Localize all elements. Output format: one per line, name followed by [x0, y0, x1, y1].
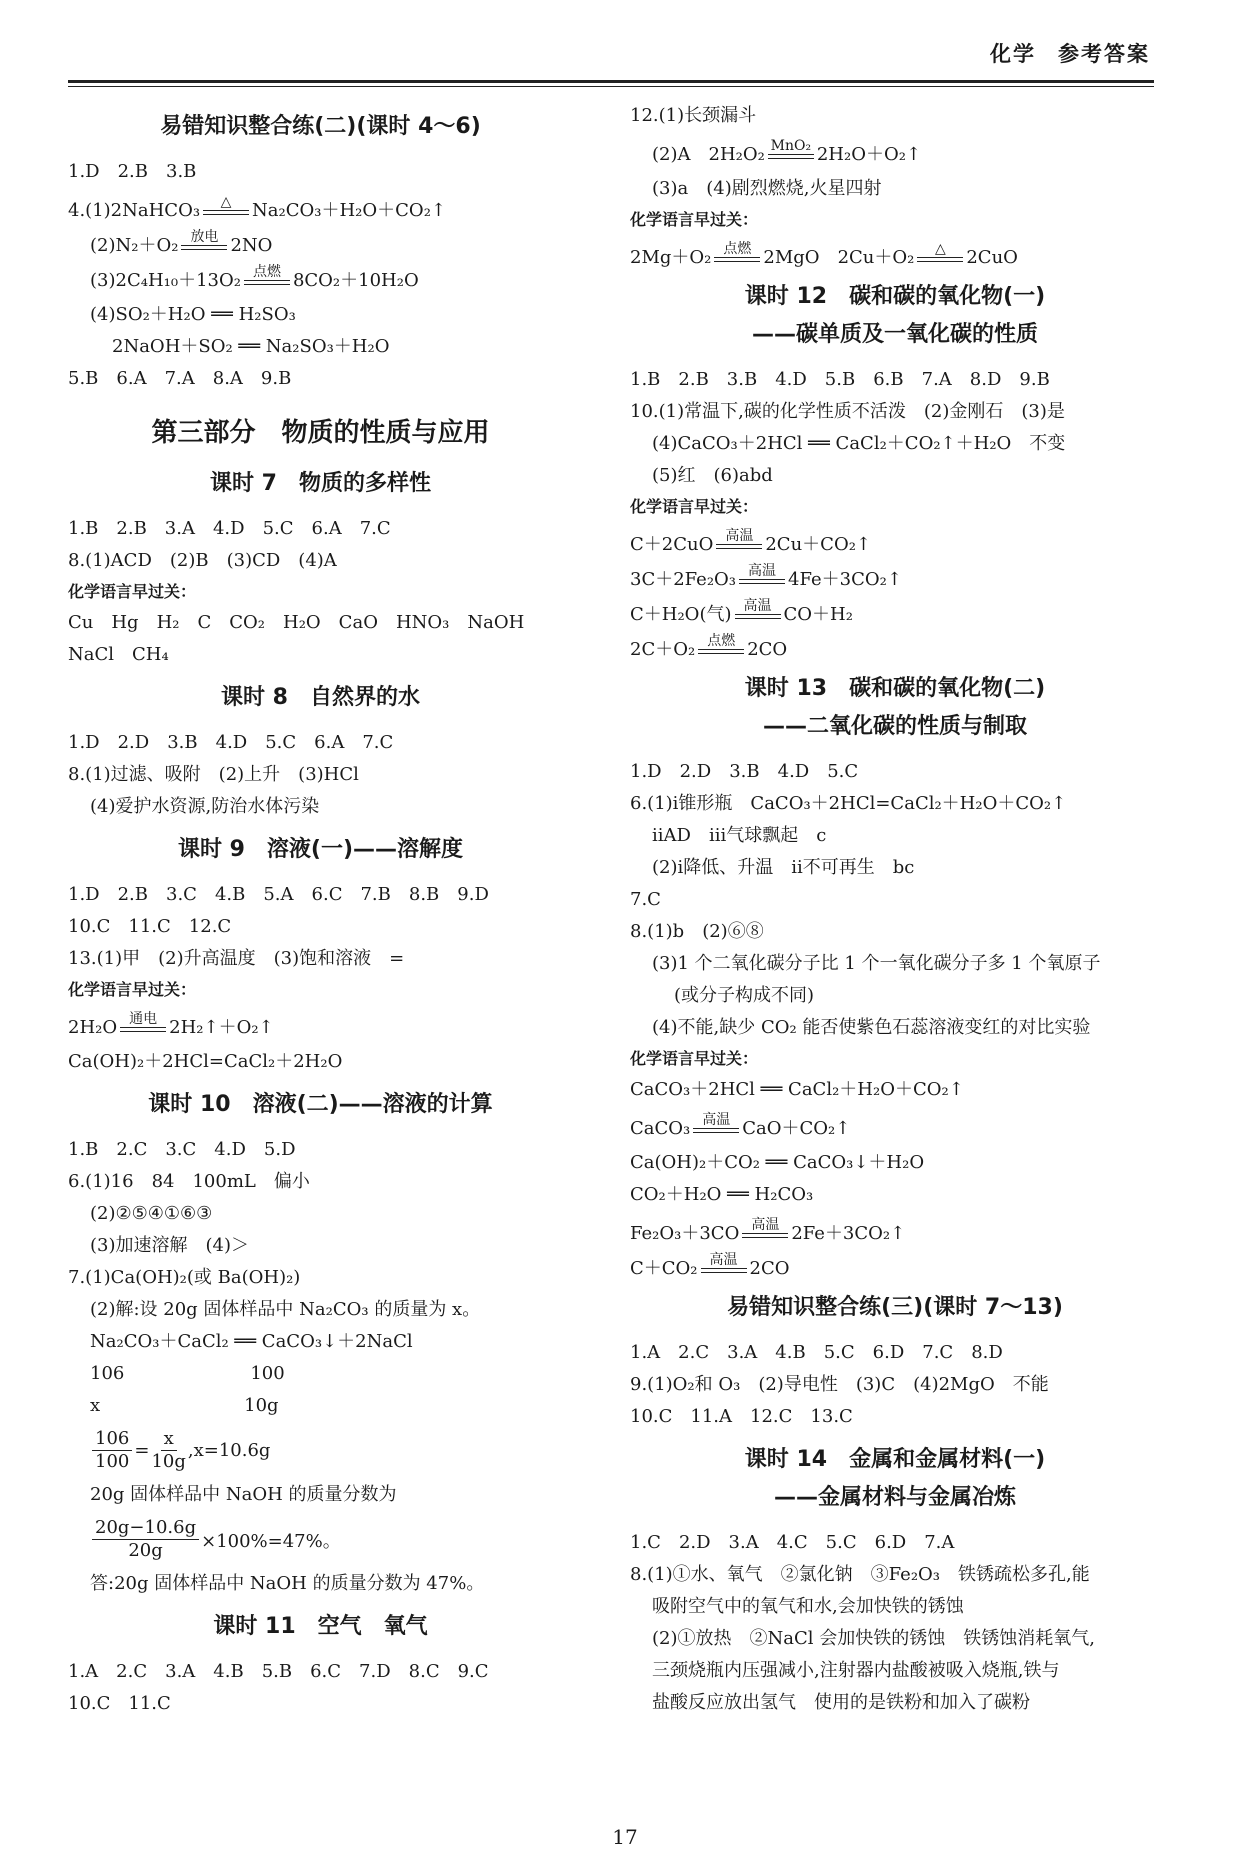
reaction-equation: [630, 1252, 1160, 1281]
part-heading: 第三部分 物质的性质与应用: [151, 418, 490, 448]
reaction-equation-pair: [630, 241, 1160, 270]
reaction-equation: [68, 194, 573, 223]
section-heading: 课时 13 碳和碳的氧化物(二): [744, 676, 1046, 701]
products: Na₂CO₃＋H₂O＋CO₂↑: [252, 200, 446, 221]
reaction-condition: 点燃: [723, 241, 752, 257]
page-number: 17: [612, 1825, 638, 1849]
answer-line: (2)②⑤④①⑥③: [90, 1203, 213, 1224]
answer-line: 6.(1)ⅰ锥形瓶 CaCO₃＋2HCl=CaCl₂＋H₂O＋CO₂↑: [630, 793, 1067, 814]
answer-line: 13.(1)甲 (2)升高温度 (3)饱和溶液 =: [68, 948, 405, 969]
reaction-condition: 高温: [709, 1252, 738, 1268]
equals-bar: [181, 245, 227, 250]
reaction-arrow: [716, 528, 762, 557]
section-heading: 课时 11 空气 氧气: [213, 1614, 428, 1639]
products: 4Fe＋3CO₂↑: [788, 569, 902, 590]
reaction-condition: 点燃: [252, 264, 281, 280]
equals-bar: [244, 280, 290, 285]
equals-bar: [714, 257, 760, 262]
reaction-condition: 点燃: [707, 633, 736, 649]
equals-bar: [120, 1027, 166, 1032]
denominator: 20g: [128, 1540, 163, 1561]
answer-line: 10.C 11.C: [68, 1693, 171, 1714]
reaction-condition: 通电: [129, 1011, 158, 1027]
reaction-arrow: [120, 1011, 166, 1040]
answer-line: 20g 固体样品中 NaOH 的质量分数为: [90, 1484, 397, 1505]
reaction-equation: [630, 528, 1160, 557]
answer-line: 1.A 2.C 3.A 4.B 5.C 6.D 7.C 8.D: [630, 1342, 1003, 1363]
reactants: 2H₂O: [68, 1017, 118, 1038]
reaction-condition: MnO₂: [770, 138, 812, 154]
answer-line: 8.(1)b (2)⑥⑧: [630, 921, 764, 942]
answer-line: 7.(1)Ca(OH)₂(或 Ba(OH)₂): [68, 1267, 301, 1288]
reactants: 2C＋O₂: [630, 639, 696, 660]
answer-line: 答:20g 固体样品中 NaOH 的质量分数为 47%。: [90, 1573, 485, 1594]
equals-bar: [735, 614, 781, 619]
equals-bar: [698, 649, 744, 654]
answer-line: (4)SO₂＋H₂O ══ H₂SO₃: [90, 304, 296, 325]
products: 2H₂↑＋O₂↑: [169, 1017, 274, 1038]
section-heading: 课时 12 碳和碳的氧化物(一): [744, 284, 1046, 309]
answer-line: 1.B 2.B 3.A 4.D 5.C 6.A 7.C: [68, 518, 391, 539]
fraction: [92, 1428, 132, 1473]
section-heading: 课时 8 自然界的水: [221, 685, 420, 710]
answer-line: (5)红 (6)abd: [652, 465, 773, 486]
reaction-arrow: [742, 1217, 788, 1246]
fraction-suffix: ×100%=47%。: [201, 1530, 341, 1552]
answer-line: (3)1 个二氧化碳分子比 1 个一氧化碳分子多 1 个氧原子: [652, 953, 1101, 974]
answer-line: 1.D 2.B 3.C 4.B 5.A 6.C 7.B 8.B 9.D: [68, 884, 489, 905]
products: 2CO: [747, 639, 788, 660]
reaction-condition: 放电: [190, 229, 219, 245]
answer-line: 8.(1)①水、氧气 ②氯化钠 ③Fe₂O₃ 铁锈疏松多孔,能: [630, 1564, 1090, 1585]
denominator: 100: [95, 1451, 130, 1472]
answer-line: 12.(1)长颈漏斗: [630, 105, 757, 126]
products: 2MgO: [763, 247, 838, 268]
answer-line: 10.C 11.C 12.C: [68, 916, 232, 937]
practice-label: 化学语言早过关：: [630, 210, 759, 229]
answer-line: 10.(1)常温下,碳的化学性质不活泼 (2)金刚石 (3)是: [630, 401, 1065, 422]
reactants: 3C＋2Fe₂O₃: [630, 569, 737, 590]
answer-line: 1.D 2.D 3.B 4.D 5.C: [630, 761, 859, 782]
section-subheading: ——碳单质及一氧化碳的性质: [751, 322, 1038, 347]
answer-line: (3)加速溶解 (4)＞: [90, 1235, 249, 1256]
reaction-equation: [630, 563, 1160, 592]
equals-bar: [701, 1268, 747, 1273]
reaction-condition: 高温: [743, 598, 772, 614]
equals-bar: [742, 1233, 788, 1238]
reaction-equation: [630, 598, 1160, 627]
reaction-arrow: [714, 241, 760, 270]
fraction: [151, 1428, 185, 1473]
header-title: 参考答案: [1058, 42, 1150, 66]
answer-line: (4)CaCO₃＋2HCl ══ CaCl₂＋CO₂↑＋H₂O 不变: [652, 433, 1066, 454]
equals-bar: [203, 210, 249, 215]
reaction-equation: [630, 1217, 1160, 1246]
equals-bar: [716, 544, 762, 549]
reaction-equation: [630, 1112, 1160, 1141]
answer-line: NaCl CH₄: [68, 644, 169, 665]
answer-line: (3)a (4)剧烈燃烧,火星四射: [652, 178, 882, 199]
answer-line: 1.D 2.D 3.B 4.D 5.C 6.A 7.C: [68, 732, 394, 753]
practice-label: 化学语言早过关：: [68, 582, 197, 601]
answer-line: 2NaOH＋SO₂ ══ Na₂SO₃＋H₂O: [112, 336, 390, 357]
reaction-arrow: [698, 633, 744, 662]
answer-line: 吸附空气中的氧气和水,会加快铁的锈蚀: [652, 1596, 964, 1617]
reaction-condition: 高温: [751, 1217, 780, 1233]
answer-line: 8.(1)过滤、吸附 (2)上升 (3)HCl: [68, 764, 359, 785]
reaction-arrow: [244, 264, 290, 293]
answer-line: 9.(1)O₂和 O₃ (2)导电性 (3)C (4)2MgO 不能: [630, 1374, 1049, 1395]
reactants: (2)N₂＋O₂: [90, 235, 179, 256]
header-rule: [68, 80, 1154, 83]
section-heading: 易错知识整合练(二)(课时 4～6): [160, 114, 481, 139]
answer-line: (2)ⅰ降低、升温 ⅱ不可再生 bc: [652, 857, 915, 878]
right-column: [630, 100, 1160, 1719]
practice-label: 化学语言早过关：: [68, 980, 197, 999]
reaction-condition: 高温: [725, 528, 754, 544]
reactants: 2Mg＋O₂: [630, 247, 712, 268]
products: 2NO: [230, 235, 273, 256]
answer-line: 6.(1)16 84 100mL 偏小: [68, 1171, 310, 1192]
products: 2CO: [749, 1258, 790, 1279]
products: 2CuO: [966, 247, 1018, 268]
answer-line: (4)不能,缺少 CO₂ 能否使紫色石蕊溶液变红的对比实验: [652, 1017, 1091, 1038]
fraction-suffix: ,x=10.6g: [187, 1440, 271, 1461]
answer-line: 1.B 2.B 3.B 4.D 5.B 6.B 7.A 8.D 9.B: [630, 369, 1050, 390]
reactants: C＋2CuO: [630, 534, 714, 555]
section-subheading: ——二氧化碳的性质与制取: [762, 714, 1027, 739]
equals-bar: [739, 579, 785, 584]
numerator: 20g−10.6g: [92, 1517, 199, 1540]
reaction-equation: [630, 633, 1160, 662]
reaction-arrow: [739, 563, 785, 592]
answer-line: CaCO₃＋2HCl ══ CaCl₂＋H₂O＋CO₂↑: [630, 1079, 964, 1100]
products: CO＋H₂: [783, 604, 853, 625]
section-heading: 课时 10 溶液(二)——溶液的计算: [148, 1092, 493, 1117]
left-column: [68, 100, 573, 1720]
answer-line: 106 100: [90, 1363, 285, 1384]
answer-line: 1.A 2.C 3.A 4.B 5.B 6.C 7.D 8.C 9.C: [68, 1661, 489, 1682]
answer-line: 1.C 2.D 3.A 4.C 5.C 6.D 7.A: [630, 1532, 955, 1553]
reaction-arrow: [917, 241, 963, 270]
reactants: Fe₂O₃＋3CO: [630, 1223, 740, 1244]
answer-line: 盐酸反应放出氢气 使用的是铁粉和加入了碳粉: [652, 1692, 1030, 1713]
products: 2Fe＋3CO₂↑: [791, 1223, 906, 1244]
reaction-arrow: [181, 229, 227, 258]
header-rule-thin: [68, 86, 1154, 87]
answer-line: Cu Hg H₂ C CO₂ H₂O CaO HNO₃ NaOH: [68, 612, 525, 633]
denominator: 10g: [151, 1451, 186, 1472]
answer-line: 5.B 6.A 7.A 8.A 9.B: [68, 368, 292, 389]
page-header: [990, 38, 1150, 68]
fraction-line: [68, 1428, 573, 1473]
equals-bar: [693, 1128, 739, 1133]
products: 2Cu＋CO₂↑: [765, 534, 872, 555]
answer-line: ⅱAD ⅲ气球飘起 c: [652, 825, 827, 846]
reaction-arrow: [203, 194, 249, 223]
reaction-condition: 高温: [748, 563, 777, 579]
section-heading: 课时 9 溶液(一)——溶解度: [177, 837, 464, 862]
products: CaO＋CO₂↑: [742, 1118, 851, 1139]
reactants: CaCO₃: [630, 1118, 691, 1139]
reaction-equation: [68, 264, 573, 293]
reaction-arrow: [735, 598, 781, 627]
section-heading: 易错知识整合练(三)(课时 7～13): [727, 1295, 1063, 1320]
answer-line: CO₂＋H₂O ══ H₂CO₃: [630, 1184, 814, 1205]
answer-line: (2)①放热 ②NaCl 会加快铁的锈蚀 铁锈蚀消耗氧气,: [652, 1628, 1095, 1649]
answer-line: 10.C 11.A 12.C 13.C: [630, 1406, 853, 1427]
reaction-equation: [68, 1011, 573, 1040]
reaction-condition: 高温: [702, 1112, 731, 1128]
answer-line: 1.D 2.B 3.B: [68, 161, 197, 182]
practice-label: 化学语言早过关：: [630, 497, 759, 516]
answer-line: (2)解:设 20g 固体样品中 Na₂CO₃ 的质量为 x。: [90, 1299, 481, 1320]
reactants: 4.(1)2NaHCO₃: [68, 200, 201, 221]
section-heading: 课时 7 物质的多样性: [210, 471, 431, 496]
answer-line: Ca(OH)₂＋CO₂ ══ CaCO₃↓＋H₂O: [630, 1152, 925, 1173]
answer-line: 7.C: [630, 889, 661, 910]
fraction-line: [68, 1517, 573, 1562]
practice-label: 化学语言早过关：: [630, 1049, 759, 1068]
numerator: x: [161, 1428, 177, 1451]
section-subheading: ——金属材料与金属冶炼: [773, 1485, 1016, 1510]
numerator: 106: [92, 1428, 132, 1451]
products: 8CO₂＋10H₂O: [292, 270, 419, 291]
answer-line: 8.(1)ACD (2)B (3)CD (4)A: [68, 550, 337, 571]
answer-line: (4)爱护水资源,防治水体污染: [90, 796, 320, 817]
reaction-arrow: [701, 1252, 747, 1281]
reactants: C＋CO₂: [630, 1258, 698, 1279]
answer-line: Ca(OH)₂＋2HCl=CaCl₂＋2H₂O: [68, 1051, 343, 1072]
reaction-arrow: [693, 1112, 739, 1141]
products: 2H₂O＋O₂↑: [816, 144, 922, 165]
reaction-arrow: [768, 138, 814, 167]
answer-line: 1.B 2.C 3.C 4.D 5.D: [68, 1139, 296, 1160]
answer-line: Na₂CO₃＋CaCl₂ ══ CaCO₃↓＋2NaCl: [90, 1331, 413, 1352]
answer-line: x 10g: [90, 1395, 279, 1416]
fraction: [92, 1517, 199, 1562]
answer-line: 三颈烧瓶内压强减小,注射器内盐酸被吸入烧瓶,铁与: [652, 1660, 1060, 1681]
reaction-condition: △: [934, 241, 946, 257]
reactants: C＋H₂O(气): [630, 604, 732, 625]
equals-bar: [917, 257, 963, 262]
reactants: (2)A 2H₂O₂: [652, 144, 765, 165]
answer-line: (或分子构成不同): [674, 985, 815, 1006]
section-heading: 课时 14 金属和金属材料(一): [744, 1447, 1046, 1472]
equals-bar: [768, 154, 814, 159]
reaction-condition: △: [220, 194, 232, 210]
reactants: 2Cu＋O₂: [837, 247, 915, 268]
reaction-equation: [68, 229, 573, 258]
reactants: (3)2C₄H₁₀＋13O₂: [90, 270, 241, 291]
subject-label: 化学: [990, 42, 1036, 66]
equals-sign: =: [134, 1440, 150, 1461]
reaction-equation: [630, 138, 1160, 167]
